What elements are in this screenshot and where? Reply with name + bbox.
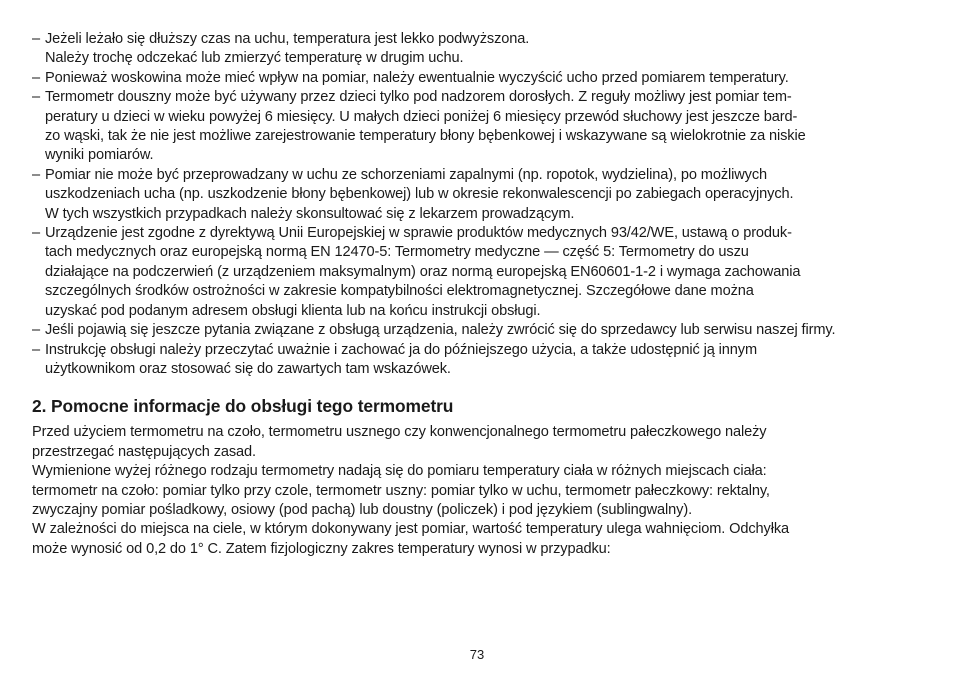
list-item [32, 69, 924, 88]
text-line: Przed użyciem termometru na czoło, termometru usznego czy konwencjonalnego termometru pałeczkowego należy [32, 424, 767, 441]
text-line: zo wąski, tak że nie jest możliwe zarejestrowanie temperatury błony bębenkowej i wskazywane są wielokrotnie za niskie [45, 128, 806, 145]
page-number: 73 [469, 647, 485, 662]
dash-marker: – [32, 322, 40, 339]
text-line: tach medycznych oraz europejską normą EN 12470-5: Termometry medyczne — część 5: Termometry do uszu [45, 244, 749, 261]
text-line: może wynosić od 0,2 do 1° C. Zatem fizjologiczny zakres temperatury wynosi w przypadku: [32, 540, 611, 557]
text-line: działające na podczerwień (z urządzeniem maksymalnym) oraz normą europejską EN60601-1-2 i wymaga zachowania [45, 263, 801, 280]
text-line: Jeśli pojawią się jeszcze pytania związane z obsługą urządzenia, należy zwrócić się do sprzedawcy lub serwisu naszej firmy. [45, 322, 836, 339]
text-line: Jeżeli leżało się dłuższy czas na uchu, temperatura jest lekko podwyższona. [45, 31, 530, 47]
text-line: peratury u dzieci w wieku powyżej 6 miesięcy. U małych dzieci poniżej 6 miesięcy przewód słuchowy jest jeszcze bard- [45, 108, 798, 125]
dash-marker: – [32, 89, 40, 106]
text-line: zwyczajny pomiar pośladkowy, osiowy (pod pachą) lub doustny (policzek) i pod językiem (sublingwalny). [32, 501, 693, 518]
list-item [32, 30, 924, 69]
text-line: Należy trochę odczekać lub zmierzyć temperaturę w drugim uchu. [45, 50, 464, 67]
paragraph [32, 520, 924, 559]
dash-marker: – [32, 225, 40, 242]
text-line: Urządzenie jest zgodne z dyrektywą Unii Europejskiej w sprawie produktów medycznych 93/42/WE, ustawą o produk- [45, 225, 792, 242]
text-line: Wymienione wyżej różnego rodzaju termometry nadają się do pomiaru temperatury ciała w różnych miejscach ciała: [32, 463, 767, 480]
paragraph [32, 462, 924, 520]
text-line: szczególnych środków ostrożności w zakresie kompatybilności elektromagnetycznej. Szczegółowe dane można [45, 283, 754, 300]
text-line: uszkodzeniach ucha (np. uszkodzenie błony bębenkowej) lub w okresie rekonwalescencji po zabiegach operacyjnych. [45, 186, 794, 203]
list-item [32, 341, 924, 380]
text-line: Termometr douszny może być używany przez dzieci tylko pod nadzorem dorosłych. Z reguły możliwy jest pomiar tem- [45, 89, 792, 106]
text-line: uzyskać pod podanym adresem obsługi klienta lub na końcu instrukcji obsługi. [45, 302, 541, 319]
text-line: W tych wszystkich przypadkach należy skonsultować się z lekarzem prowadzącym. [45, 205, 575, 222]
text-line: W zależności do miejsca na ciele, w którym dokonywany jest pomiar, wartość temperatury ulega wahnięciom. Odchyłka [32, 521, 789, 538]
dash-marker: – [32, 69, 40, 86]
document-page [32, 30, 924, 559]
text-line: wyniki pomiarów. [45, 147, 154, 164]
list-item [32, 321, 924, 340]
text-line: Ponieważ woskowina może mieć wpływ na pomiar, należy ewentualnie wyczyścić ucho przed pomiarem temperatury. [45, 69, 789, 86]
text-line: Instrukcję obsługi należy przeczytać uważnie i zachować ja do późniejszego użycia, a także udostępnić ją innym [45, 341, 758, 358]
list-item [32, 166, 924, 224]
paragraph [32, 423, 924, 462]
dash-marker: – [32, 166, 40, 183]
text-line: użytkownikom oraz stosować się do zawartych tam wskazówek. [45, 360, 451, 377]
text-line: Pomiar nie może być przeprowadzany w uchu ze schorzeniami zapalnymi (np. ropotok, wydzielina), po możliwych [45, 166, 768, 183]
list-item [32, 88, 924, 166]
bullet-list [32, 30, 924, 379]
dash-marker: – [32, 31, 40, 47]
text-line: termometr na czoło: pomiar tylko przy czole, termometr uszny: pomiar tylko w uchu, termometr pałeczkowy: rektalny, [32, 482, 770, 499]
section-heading: 2. Pomocne informacje do obsługi tego termometru [32, 396, 454, 417]
list-item [32, 224, 924, 321]
dash-marker: – [32, 341, 40, 358]
text-line: przestrzegać następujących zasad. [32, 443, 256, 460]
